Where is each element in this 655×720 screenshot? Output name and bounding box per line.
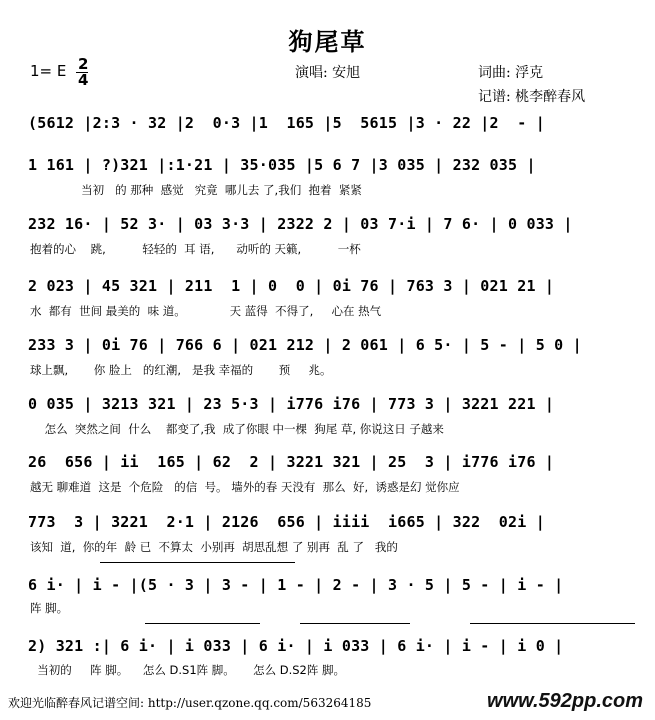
key-signature: 1= E (30, 62, 67, 80)
site-watermark: www.592pp.com (487, 690, 643, 712)
notes-line: 773 3 | 3221 2·1 | 2126 656 | iiii i665 | 322 02i | (28, 513, 545, 531)
composer-credit: 词曲: 浮克 (478, 65, 544, 81)
notes-line: 2) 321 :| 6 i· | i 033 | 6 i· | i 033 | 6 i· | i - | i 0 | (28, 637, 564, 655)
time-signature-bottom: 4 (78, 71, 89, 89)
lyrics-line: 怎么 突然之间 什么 都变了,我 成了你眼 中一棵 狗尾 草, 你说这日 子越来 (30, 422, 444, 436)
page-title: 狗尾草 (288, 27, 367, 56)
notes-line: 2 023 | 45 321 | 211 1 | 0 0 | 0i 76 | 763 3 | 021 21 | (28, 277, 555, 295)
volta-bracket-3 (300, 623, 410, 624)
lyrics-line: 当初的 阵 脚。 怎么 D.S1阵 脚。 怎么 D.S2阵 脚。 (30, 663, 346, 677)
footer-text: 欢迎光临醉春风记谱空间: http://user.qzone.qq.com/563264185 (8, 696, 372, 710)
lyrics-line: 球上飘, 你 脸上 的红潮, 是我 幸福的 预 兆。 (30, 363, 332, 377)
notes-line: 1 161 | ?)321 |:1·21 | 35·035 |5 6 7 |3 035 | 232 035 | (28, 156, 536, 174)
lyrics-line: 越无 聊难道 这是 个危险 的信 号。 墙外的春 天没有 那么 好, 诱惑是幻 觉你应 (30, 480, 460, 494)
lyrics-line: 阵 脚。 (30, 601, 69, 615)
notes-line: 0 035 | 3213 321 | 23 5·3 | i776 i76 | 773 3 | 3221 221 | (28, 395, 555, 413)
singer-credit: 演唱: 安旭 (295, 65, 361, 81)
notes-line: (5612 |2:3 · 32 |2 0·3 |1 165 |5 5615 |3 · 22 |2 - | (28, 114, 545, 132)
lyrics-line: 水 都有 世间 最美的 味 道。 天 蓝得 不得了, 心在 热气 (30, 304, 382, 318)
volta-bracket-1 (100, 562, 295, 563)
time-signature-top: 2 (78, 55, 89, 73)
volta-bracket-4 (470, 623, 635, 624)
notes-line: 26 656 | ii 165 | 62 2 | 3221 321 | 25 3 | i776 i76 | (28, 453, 555, 471)
notes-line: 233 3 | 0i 76 | 766 6 | 021 212 | 2 061 | 6 5· | 5 - | 5 0 | (28, 336, 582, 354)
lyrics-line: 抱着的心 跳, 轻轻的 耳 语, 动听的 天籁, 一杯 (30, 242, 361, 256)
volta-bracket-2 (145, 623, 260, 624)
transcriber-credit: 记谱: 桃李醉春风 (478, 89, 586, 105)
notes-line: 6 i· | i - |(5 · 3 | 3 - | 1 - | 2 - | 3 · 5 | 5 - | i - | (28, 576, 564, 594)
lyrics-line: 当初 的 那种 感觉 究竟 哪儿去 了,我们 抱着 紧紧 (30, 183, 362, 197)
notes-line: 232 16· | 52 3· | 03 3·3 | 2322 2 | 03 7·i | 7 6· | 0 033 | (28, 215, 573, 233)
lyrics-line: 该知 道, 你的年 龄 已 不算太 小别再 胡思乱想 了 别再 乱 了 我的 (30, 540, 398, 554)
